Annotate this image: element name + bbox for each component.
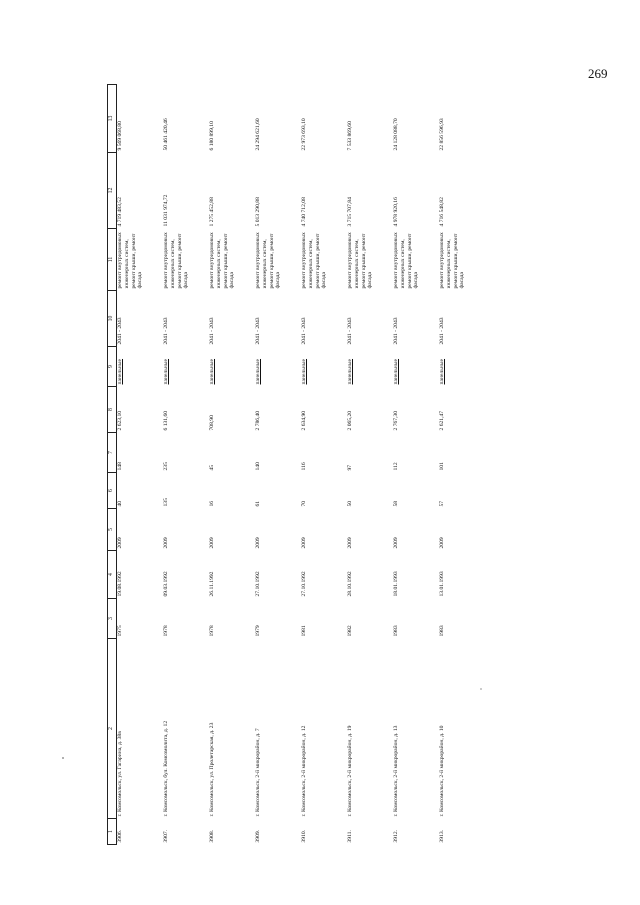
column-6-cell: 40 bbox=[117, 500, 123, 507]
address-cell: г. Комсомольск, бул. Комсомолита, д. 12 bbox=[163, 720, 169, 817]
year-built-cell: 1978 bbox=[209, 625, 215, 637]
column-6-cell: 57 bbox=[439, 500, 445, 507]
wall-material-cell: панельные bbox=[117, 358, 123, 385]
wall-material-cell: панельные bbox=[209, 358, 215, 385]
privatization-date-cell: 09.03.1992 bbox=[163, 571, 169, 597]
area-cell: 2 767,30 bbox=[393, 410, 399, 431]
column-7-cell: 112 bbox=[393, 462, 399, 471]
rotated-table-container bbox=[107, 85, 535, 845]
column-6-cell: 135 bbox=[163, 498, 169, 507]
area-cell: 2 621,47 bbox=[439, 410, 445, 431]
column-6-cell: 58 bbox=[393, 500, 399, 507]
column-12-cell: 5 013 290,88 bbox=[255, 197, 261, 227]
last-repair-year-cell: 2009 bbox=[255, 537, 261, 549]
area-cell: 2 786,40 bbox=[255, 410, 261, 431]
column-number: 9 bbox=[108, 347, 117, 387]
work-types-cell: ремонт внутридомовых инженерных систем, ремонт крыши, ремонт фасада bbox=[163, 232, 190, 289]
wall-material-cell: панельные bbox=[255, 358, 261, 385]
column-number: 5 bbox=[108, 509, 117, 551]
total-cost-cell: 22 856 596,93 bbox=[439, 118, 445, 151]
total-cost-cell: 24 128 088,70 bbox=[393, 118, 399, 151]
area-cell: 6 131,60 bbox=[163, 410, 169, 431]
year-built-cell: 1983 bbox=[393, 625, 399, 637]
privatization-date-cell: 18.01.1993 bbox=[393, 571, 399, 597]
repair-period-cell: 2041 - 2043 bbox=[347, 317, 353, 345]
column-7-cell: 45 bbox=[209, 464, 215, 471]
year-built-cell: 1975 bbox=[117, 625, 123, 637]
column-12-cell: 4 978 920,16 bbox=[393, 197, 399, 227]
column-6-cell: 50 bbox=[347, 500, 353, 507]
column-number: 1 bbox=[108, 819, 117, 845]
repair-period-cell: 2041 - 2043 bbox=[117, 317, 123, 345]
last-repair-year-cell: 2009 bbox=[439, 537, 445, 549]
privatization-date-cell: 19.08.1992 bbox=[117, 571, 123, 597]
work-types-cell: ремонт внутридомовых инженерных систем, ремонт крыши, ремонт фасада bbox=[255, 232, 282, 289]
address-cell: г. Комсомольск, 2-й микрорайон, д. 12 bbox=[301, 725, 307, 817]
last-repair-year-cell: 2009 bbox=[163, 537, 169, 549]
table-row bbox=[255, 85, 301, 845]
row-number: 3908. bbox=[209, 829, 215, 843]
repair-period-cell: 2041 - 2043 bbox=[209, 317, 215, 345]
column-number-row bbox=[108, 85, 117, 845]
row-number: 3911. bbox=[347, 830, 353, 843]
row-number: 3910. bbox=[301, 829, 307, 843]
column-6-cell: 70 bbox=[301, 500, 307, 507]
table-row bbox=[209, 85, 255, 845]
wall-material-cell: панельные bbox=[301, 358, 307, 385]
column-12-cell: 4 740 712,08 bbox=[301, 197, 307, 227]
area-cell: 2 634,90 bbox=[301, 410, 307, 431]
column-number: 10 bbox=[108, 291, 117, 347]
year-built-cell: 1983 bbox=[439, 625, 445, 637]
work-types-cell: ремонт внутридомовых инженерных систем, ремонт крыши, ремонт фасада bbox=[301, 232, 328, 289]
column-number: 8 bbox=[108, 387, 117, 433]
total-cost-cell: 50 461 420,46 bbox=[163, 118, 169, 151]
work-types-cell: ремонт внутридомовых инженерных систем, ремонт крыши, ремонт фасада bbox=[117, 232, 144, 289]
column-6-cell: 16 bbox=[209, 500, 215, 507]
privatization-date-cell: 28.10.1992 bbox=[347, 571, 353, 597]
last-repair-year-cell: 2009 bbox=[117, 537, 123, 549]
column-7-cell: 148 bbox=[117, 462, 123, 471]
row-number: 3909. bbox=[255, 829, 261, 843]
scan-speck bbox=[62, 757, 64, 759]
row-number: 3913. bbox=[439, 829, 445, 843]
column-number: 4 bbox=[108, 551, 117, 599]
column-12-cell: 4 719 483,52 bbox=[117, 197, 123, 227]
work-types-cell: ремонт внутридомовых инженерных систем, ремонт крыши, ремонт фасада bbox=[393, 232, 420, 289]
area-cell: 708,90 bbox=[209, 415, 215, 431]
privatization-date-cell: 27.10.1992 bbox=[301, 571, 307, 597]
privatization-date-cell: 13.01.1993 bbox=[439, 571, 445, 597]
row-number: 3906. bbox=[117, 829, 123, 843]
wall-material-cell: панельные bbox=[347, 358, 353, 385]
work-types-cell: ремонт внутридомовых инженерных систем, ремонт крыши, ремонт фасада bbox=[439, 232, 466, 289]
column-number: 13 bbox=[108, 85, 117, 153]
work-types-cell: ремонт внутридомовых инженерных систем, ремонт крыши, ремонт фасада bbox=[209, 232, 236, 289]
column-number: 7 bbox=[108, 433, 117, 473]
column-number: 2 bbox=[108, 639, 117, 819]
column-12-cell: 11 031 974,72 bbox=[163, 194, 169, 227]
repair-period-cell: 2041 - 2043 bbox=[255, 317, 261, 345]
address-cell: г. Комсомольск, 2-й микрорайон, д. 19 bbox=[347, 725, 353, 817]
area-cell: 2 065,20 bbox=[347, 410, 353, 431]
total-cost-cell: 22 973 693,10 bbox=[301, 118, 307, 151]
table-row bbox=[439, 85, 485, 845]
column-7-cell: 116 bbox=[301, 462, 307, 471]
privatization-date-cell: 26.11.1992 bbox=[209, 571, 215, 597]
total-cost-cell: 7 533 869,60 bbox=[347, 121, 353, 151]
wall-material-cell: панельные bbox=[439, 358, 445, 385]
address-cell: г. Комсомольск, ул. Пролетарская, д. 23 bbox=[209, 722, 215, 817]
table-row bbox=[393, 85, 439, 845]
column-12-cell: 3 715 707,84 bbox=[347, 197, 353, 227]
column-12-cell: 4 716 548,82 bbox=[439, 197, 445, 227]
address-cell: г. Комсомольск, ул. Гагарина, д. 38в bbox=[117, 731, 123, 817]
repair-period-cell: 2041 - 2043 bbox=[163, 317, 169, 345]
privatization-date-cell: 27.10.1992 bbox=[255, 571, 261, 597]
column-number: 11 bbox=[108, 229, 117, 291]
wall-material-cell: панельные bbox=[163, 358, 169, 385]
work-types-cell: ремонт внутридомовых инженерных систем, ремонт крыши, ремонт фасада bbox=[347, 232, 374, 289]
table-row bbox=[163, 85, 209, 845]
column-number: 3 bbox=[108, 599, 117, 639]
area-cell: 2 623,10 bbox=[117, 410, 123, 431]
row-number: 3912. bbox=[393, 829, 399, 843]
year-built-cell: 1979 bbox=[255, 625, 261, 637]
column-number: 12 bbox=[108, 153, 117, 229]
address-cell: г. Комсомольск, 2-й микрорайон, д. 13 bbox=[393, 725, 399, 817]
table-body bbox=[108, 85, 486, 845]
column-7-cell: 97 bbox=[347, 464, 353, 471]
total-cost-cell: 6 180 899,10 bbox=[209, 121, 215, 151]
total-cost-cell: 9 569 068,80 bbox=[117, 121, 123, 151]
last-repair-year-cell: 2009 bbox=[393, 537, 399, 549]
column-7-cell: 101 bbox=[439, 462, 445, 471]
column-number: 6 bbox=[108, 473, 117, 509]
wall-material-cell: панельные bbox=[393, 358, 399, 385]
address-cell: г. Комсомольск, 2-й микрорайон, д. 7 bbox=[255, 728, 261, 817]
last-repair-year-cell: 2009 bbox=[301, 537, 307, 549]
year-built-cell: 1978 bbox=[163, 625, 169, 637]
total-cost-cell: 24 294 621,60 bbox=[255, 118, 261, 151]
table-row bbox=[347, 85, 393, 845]
column-12-cell: 1 275 452,88 bbox=[209, 197, 215, 227]
housing-repair-table bbox=[107, 84, 485, 845]
year-built-cell: 1981 bbox=[301, 625, 307, 637]
column-7-cell: 140 bbox=[255, 462, 261, 471]
repair-period-cell: 2041 - 2043 bbox=[439, 317, 445, 345]
last-repair-year-cell: 2009 bbox=[347, 537, 353, 549]
column-7-cell: 235 bbox=[163, 462, 169, 471]
last-repair-year-cell: 2009 bbox=[209, 537, 215, 549]
table-row bbox=[301, 85, 347, 845]
repair-period-cell: 2041 - 2043 bbox=[301, 317, 307, 345]
year-built-cell: 1982 bbox=[347, 625, 353, 637]
table-row bbox=[117, 85, 164, 845]
column-6-cell: 61 bbox=[255, 500, 261, 507]
page-number: 269 bbox=[588, 66, 608, 81]
repair-period-cell: 2041 - 2043 bbox=[393, 317, 399, 345]
row-number: 3907. bbox=[163, 829, 169, 843]
address-cell: г. Комсомольск, 2-й микрорайон, д. 10 bbox=[439, 725, 445, 817]
